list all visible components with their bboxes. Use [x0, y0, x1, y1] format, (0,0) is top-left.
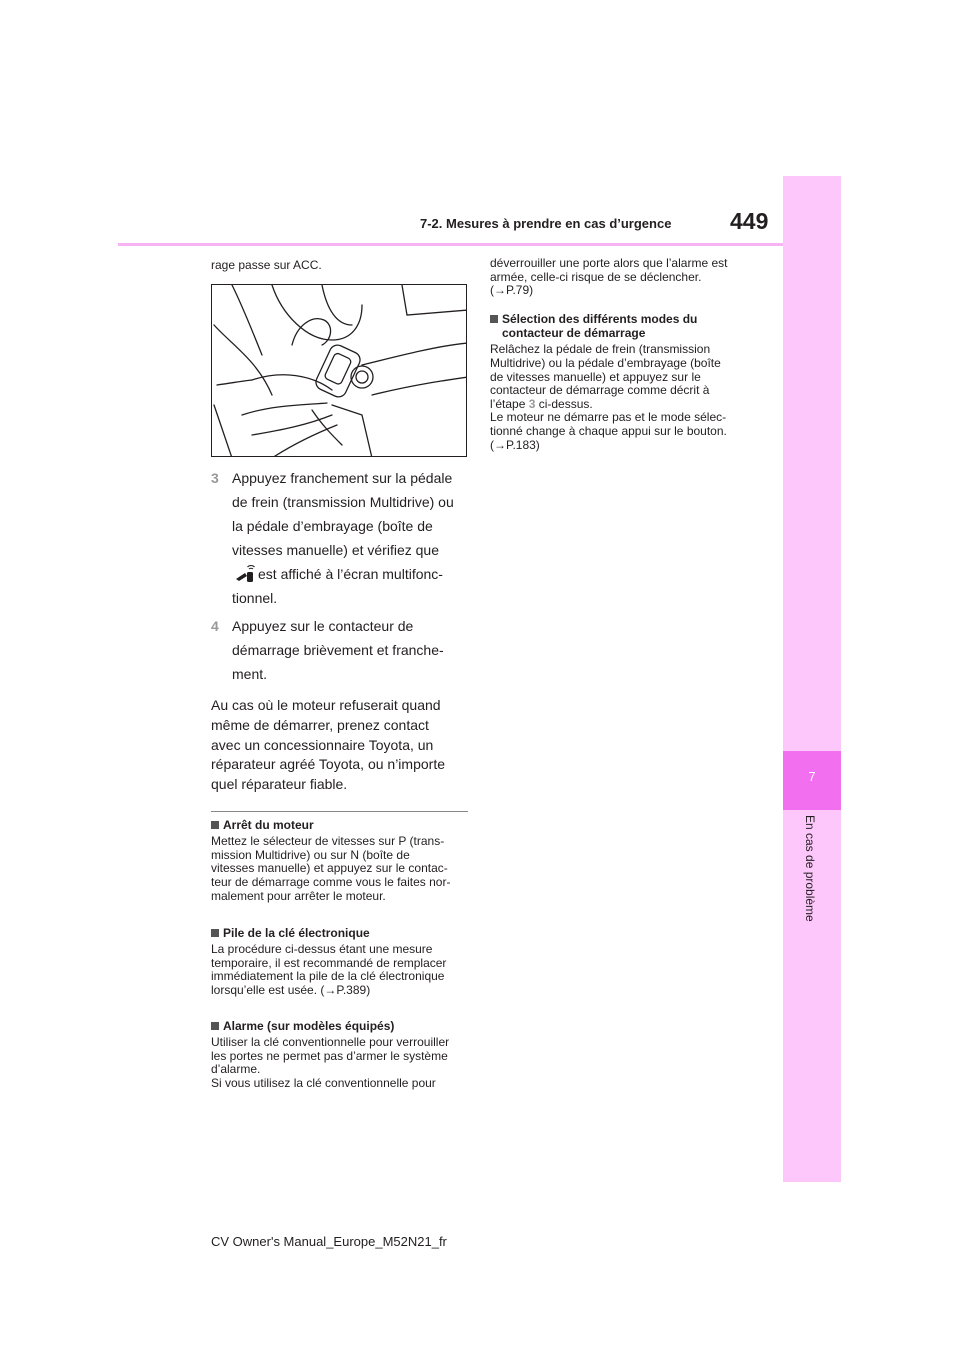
- note-key-battery: [211, 926, 473, 998]
- step-text-line: la pédale d’embrayage (boîte de: [232, 518, 433, 534]
- step-text-line-with-icon: [232, 562, 481, 586]
- note-body: Relâchez la pédale de frein (transmission Multidrive) ou la pédale d’embrayage (boîte de vitesses manuelle) et appuyez sur le contacteur de démarrage comme décrit à l’étape 3 ci-dessus. Le moteur ne démarre pas et le mode sélec- tionné change à chaque appui sur le bouton. (→P.183): [490, 342, 727, 452]
- chapter-title: En cas de problème: [803, 815, 817, 922]
- paragraph-line: même de démarrer, prenez contact: [211, 716, 429, 733]
- key-indicator-icon: [235, 564, 257, 584]
- step-3: [211, 466, 481, 610]
- body-paragraph: [211, 696, 473, 795]
- note-heading: Alarme (sur modèles équipés): [211, 1019, 473, 1033]
- step-text-line: vitesses manuelle) et vérifiez que: [232, 542, 439, 558]
- chapter-tab: [783, 176, 841, 1182]
- alarm-note-continued: déverrouiller une porte alors que l’alarme est armée, celle-ci risque de se déclencher. (→P.79): [490, 256, 728, 298]
- paragraph-line: avec un concessionnaire Toyota, un: [211, 736, 434, 753]
- step-text-line: de frein (transmission Multidrive) ou: [232, 494, 454, 510]
- step-text-line: tionnel.: [232, 590, 278, 606]
- footer-text: CV Owner's Manual_Europe_M52N21_fr: [211, 1234, 447, 1249]
- step-text-line: démarrage brièvement et franche-: [232, 642, 444, 658]
- step-text: est affiché à l’écran multifonc-: [258, 566, 443, 582]
- step-list: [211, 466, 481, 690]
- note-engine-stop: [211, 818, 473, 903]
- square-bullet-icon: [211, 929, 219, 937]
- step-text-line: Appuyez sur le contacteur de: [232, 618, 414, 634]
- note-heading: Sélection des différents modes du contacteur de démarrage: [490, 312, 752, 340]
- square-bullet-icon: [211, 1022, 219, 1030]
- page-number: 449: [730, 208, 769, 234]
- note-start-switch-modes: [490, 312, 752, 452]
- continued-text: rage passe sur ACC.: [211, 258, 322, 272]
- note-body: Mettez le sélecteur de vitesses sur P (trans- mission Multidrive) ou sur N (boîte de vitesses manuelle) et appuyez sur le contac- teur de démarrage comme vous le faites nor- malement pour arrêter le moteur.: [211, 834, 451, 903]
- header-rule: [118, 243, 783, 246]
- note-heading: Arrêt du moteur: [211, 818, 473, 832]
- step-text-line: ment.: [232, 666, 268, 682]
- step-number: 3: [211, 470, 219, 486]
- note-body: La procédure ci-dessus étant une mesure temporaire, il est recommandé de remplacer immédiatement la pile de la clé électronique lorsqu’elle est usée. (→P.389): [211, 942, 447, 997]
- square-bullet-icon: [211, 821, 219, 829]
- step-4: [211, 614, 481, 686]
- chapter-number: 7: [808, 769, 816, 784]
- step-reference: 3: [528, 396, 536, 411]
- section-title: 7-2. Mesures à prendre en cas d’urgence: [420, 216, 672, 231]
- paragraph-line: Au cas où le moteur refuserait quand: [211, 697, 441, 713]
- paragraph-line: réparateur agréé Toyota, ou n’importe: [211, 756, 445, 773]
- step-number: 4: [211, 618, 219, 634]
- note-alarm: [211, 1019, 473, 1091]
- note-body: Utiliser la clé conventionnelle pour verrouiller les portes ne permet pas d’armer le système d’alarme. Si vous utilisez la clé conventionnelle pour: [211, 1035, 450, 1090]
- notes-divider: [211, 811, 468, 812]
- note-heading: Pile de la clé électronique: [211, 926, 473, 940]
- key-fob-illustration: [212, 285, 467, 457]
- paragraph-line: quel réparateur fiable.: [211, 776, 348, 793]
- square-bullet-icon: [490, 315, 498, 323]
- step-text-line: Appuyez franchement sur la pédale: [232, 470, 453, 486]
- illustration-key-on-start-button: [211, 284, 467, 457]
